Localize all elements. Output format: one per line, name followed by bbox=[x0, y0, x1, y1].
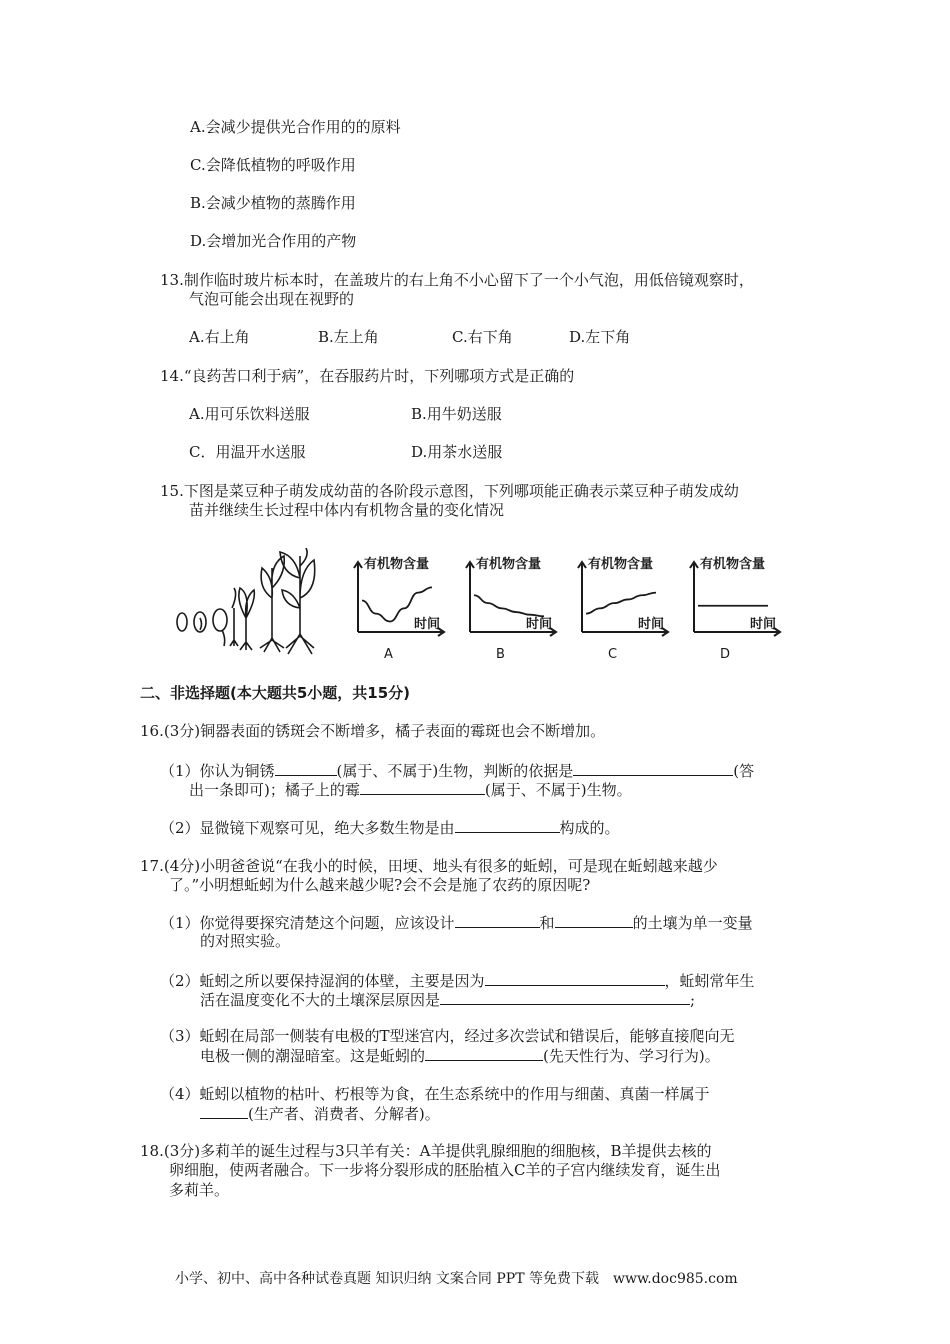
q17-p2-line2 bbox=[200, 989, 695, 1010]
q17-p2-text-a: （2）蚯蚓之所以要保持湿润的体壁，主要是因为 bbox=[160, 972, 485, 990]
x-axis-label-B: 时间 bbox=[526, 617, 553, 632]
q16-p1-text-c: (答 bbox=[733, 762, 755, 780]
q13-option-a: A.右上角 bbox=[189, 328, 250, 346]
q14-stem: 14.“良药苦口利于病”，在吞服药片时，下列哪项方式是正确的 bbox=[160, 367, 575, 385]
q16-p2-text-b: 构成的。 bbox=[559, 819, 620, 837]
q17-stem-line2: 了。”小明想蚯蚓为什么越来越少呢?会不会是施了农药的原因呢? bbox=[169, 876, 591, 894]
x-axis-label-C: 时间 bbox=[638, 617, 665, 632]
q14-option-a: A.用可乐饮料送服 bbox=[189, 405, 310, 423]
q17-p2-text-b: ，蚯蚓常年生 bbox=[664, 972, 755, 990]
q12-option-a: A.会减少提供光合作用的的原料 bbox=[190, 118, 401, 136]
q16-p2-line bbox=[160, 817, 620, 838]
q17-p1-text-d: 的对照实验。 bbox=[200, 932, 291, 950]
q12-option-d: D.会增加光合作用的产物 bbox=[190, 232, 357, 250]
q16-p1-text-b: (属于、不属于)生物，判断的依据是 bbox=[336, 762, 574, 780]
q17-p3-line2 bbox=[200, 1045, 720, 1066]
q15-stem-line2: 苗并继续生长过程中体内有机物含量的变化情况 bbox=[189, 501, 505, 519]
q13-option-b: B.左上角 bbox=[318, 328, 379, 346]
panel-label-B: B bbox=[496, 647, 505, 662]
q17-blank-2[interactable] bbox=[555, 912, 633, 928]
y-axis-label-B: 有机物含量 bbox=[476, 557, 542, 572]
q13-stem-line1: 13.制作临时玻片标本时，在盖玻片的右上角不小心留下了一个小气泡，用低倍镜观察时， bbox=[160, 271, 754, 289]
q12-option-b: B.会减少植物的蒸腾作用 bbox=[190, 194, 356, 212]
q12-option-c: C.会降低植物的呼吸作用 bbox=[190, 156, 356, 174]
q17-stem-line1: 17.(4分)小明爸爸说“在我小的时候，田埂、地头有很多的蚯蚓，可是现在蚯蚓越来越少 bbox=[140, 857, 718, 875]
y-axis-label-D: 有机物含量 bbox=[700, 557, 766, 572]
section2-title: 二、非选择题(本大题共5小题，共15分) bbox=[140, 684, 411, 702]
q16-p1-line1 bbox=[160, 760, 754, 781]
q17-p4-text-a: （4）蚯蚓以植物的枯叶、朽根等为食，在生态系统中的作用与细菌、真菌一样属于 bbox=[160, 1085, 710, 1103]
q18-line3: 多莉羊。 bbox=[169, 1181, 230, 1199]
q17-p2-line1 bbox=[160, 970, 755, 991]
q15-charts bbox=[352, 550, 812, 662]
q17-p3-text-a: （3）蚯蚓在局部一侧装有电极的T型迷宫内，经过多次尝试和错误后，能够直接爬向无 bbox=[160, 1027, 735, 1045]
q17-blank-5[interactable] bbox=[425, 1045, 543, 1061]
q16-blank-3[interactable] bbox=[360, 779, 485, 795]
x-axis-label-D: 时间 bbox=[750, 617, 777, 632]
series-line-B bbox=[474, 595, 544, 616]
q18-line2: 卵细胞，使两者融合。下一步将分裂形成的胚胎植入C羊的子宫内继续发育，诞生出 bbox=[169, 1161, 721, 1179]
q13-option-d: D.左下角 bbox=[569, 328, 631, 346]
q14-option-c: C．用温开水送服 bbox=[189, 443, 306, 461]
q17-blank-4[interactable] bbox=[440, 989, 690, 1005]
q16-blank-4[interactable] bbox=[455, 817, 560, 833]
q16-p2-text-a: （2）显微镜下观察可见，绝大多数生物是由 bbox=[160, 819, 455, 837]
q17-blank-3[interactable] bbox=[485, 970, 665, 986]
panel-label-C: C bbox=[608, 647, 618, 662]
q15-stem-line1: 15.下图是菜豆种子萌发成幼苗的各阶段示意图，下列哪项能正确表示菜豆种子萌发成幼 bbox=[160, 482, 739, 500]
x-axis-label-A: 时间 bbox=[414, 617, 441, 632]
q18-line1: 18.(3分)多莉羊的诞生过程与3只羊有关：A羊提供乳腺细胞的细胞核，B羊提供去核的 bbox=[140, 1142, 712, 1160]
q13-option-c: C.右下角 bbox=[452, 328, 513, 346]
seed-germination-illustration bbox=[177, 548, 315, 654]
q17-p1-text-c: 的土壤为单一变量 bbox=[632, 914, 753, 932]
q14-option-b: B.用牛奶送服 bbox=[411, 405, 502, 423]
q17-p1-line1 bbox=[160, 912, 753, 933]
q17-p4-line2 bbox=[200, 1103, 440, 1124]
q17-p2-text-d: ; bbox=[690, 991, 696, 1009]
q17-blank-6[interactable] bbox=[200, 1103, 248, 1119]
q17-p3-text-c: (先天性行为、学习行为)。 bbox=[543, 1047, 720, 1065]
q17-p4-text-b: (生产者、消费者、分解者)。 bbox=[248, 1105, 440, 1123]
q13-stem-line2: 气泡可能会出现在视野的 bbox=[189, 290, 355, 308]
series-line-C bbox=[586, 593, 656, 614]
y-axis-label-C: 有机物含量 bbox=[588, 557, 654, 572]
panel-label-D: D bbox=[720, 647, 731, 662]
q16-blank-2[interactable] bbox=[573, 760, 733, 776]
q16-stem: 16.(3分)铜器表面的锈斑会不断增多，橘子表面的霉斑也会不断增加。 bbox=[140, 722, 606, 740]
q14-option-d: D.用茶水送服 bbox=[411, 443, 503, 461]
footer-text: 小学、初中、高中各种试卷真题 知识归纳 文案合同 PPT 等免费下载 www.doc985.com bbox=[175, 1271, 738, 1287]
panel-label-A: A bbox=[384, 647, 393, 662]
q17-p1-text-a: （1）你觉得要探究清楚这个问题，应该设计 bbox=[160, 914, 455, 932]
y-axis-label-A: 有机物含量 bbox=[364, 557, 430, 572]
q17-blank-1[interactable] bbox=[455, 912, 540, 928]
q16-p1-text-d: 出一条即可)；橘子上的霉 bbox=[189, 781, 360, 799]
q17-p3-text-b: 电极一侧的潮湿暗室。这是蚯蚓的 bbox=[200, 1047, 426, 1065]
q17-p1-text-b: 和 bbox=[539, 914, 555, 932]
q16-p1-line2 bbox=[189, 779, 632, 800]
q16-blank-1[interactable] bbox=[275, 760, 337, 776]
q17-p2-text-c: 活在温度变化不大的土壤深层原因是 bbox=[200, 991, 441, 1009]
q16-p1-text-e: (属于、不属于)生物。 bbox=[484, 781, 632, 799]
q16-p1-text-a: （1）你认为铜锈 bbox=[160, 762, 275, 780]
